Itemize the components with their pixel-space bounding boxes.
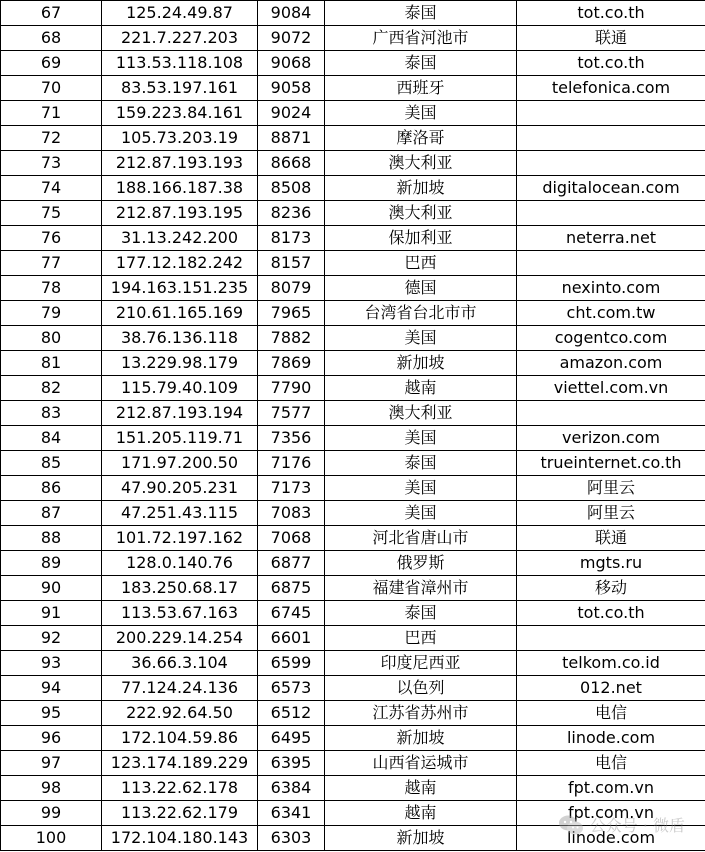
location-cell: 巴西 (325, 626, 517, 651)
rank-cell: 82 (1, 376, 102, 401)
rank-cell: 79 (1, 301, 102, 326)
count-cell: 6495 (258, 726, 325, 751)
location-cell: 越南 (325, 776, 517, 801)
table-row (1, 201, 705, 226)
location-cell: 印度尼西亚 (325, 651, 517, 676)
location-cell: 河北省唐山市 (325, 526, 517, 551)
ip-address-cell: 101.72.197.162 (102, 526, 258, 551)
table-row (1, 76, 705, 101)
count-cell: 7083 (258, 501, 325, 526)
count-cell: 8871 (258, 126, 325, 151)
rank-cell: 80 (1, 326, 102, 351)
count-cell: 9058 (258, 76, 325, 101)
table-row (1, 301, 705, 326)
ip-address-cell: 125.24.49.87 (102, 1, 258, 26)
ip-address-cell: 200.229.14.254 (102, 626, 258, 651)
isp-cell: tot.co.th (517, 51, 705, 76)
count-cell: 6573 (258, 676, 325, 701)
table-row (1, 151, 705, 176)
isp-cell: amazon.com (517, 351, 705, 376)
location-cell: 西班牙 (325, 76, 517, 101)
rank-cell: 97 (1, 751, 102, 776)
ip-address-cell: 38.76.136.118 (102, 326, 258, 351)
table-row (1, 401, 705, 426)
location-cell: 新加坡 (325, 826, 517, 851)
ip-address-cell: 115.79.40.109 (102, 376, 258, 401)
table-row (1, 176, 705, 201)
ip-address-cell: 194.163.151.235 (102, 276, 258, 301)
table-row (1, 101, 705, 126)
location-cell: 澳大利亚 (325, 201, 517, 226)
rank-cell: 68 (1, 26, 102, 51)
ip-address-cell: 221.7.227.203 (102, 26, 258, 51)
location-cell: 以色列 (325, 676, 517, 701)
ip-address-cell: 83.53.197.161 (102, 76, 258, 101)
count-cell: 6875 (258, 576, 325, 601)
count-cell: 6395 (258, 751, 325, 776)
rank-cell: 91 (1, 601, 102, 626)
count-cell: 6384 (258, 776, 325, 801)
rank-cell: 94 (1, 676, 102, 701)
location-cell: 德国 (325, 276, 517, 301)
count-cell: 8668 (258, 151, 325, 176)
isp-cell: nexinto.com (517, 276, 705, 301)
table-row (1, 376, 705, 401)
ip-address-cell: 212.87.193.195 (102, 201, 258, 226)
count-cell: 7176 (258, 451, 325, 476)
count-cell: 7577 (258, 401, 325, 426)
isp-cell (517, 626, 705, 651)
location-cell: 美国 (325, 426, 517, 451)
location-cell: 福建省漳州市 (325, 576, 517, 601)
table-row (1, 351, 705, 376)
table-row (1, 776, 705, 801)
count-cell: 7869 (258, 351, 325, 376)
count-cell: 8173 (258, 226, 325, 251)
isp-cell: cogentco.com (517, 326, 705, 351)
location-cell: 越南 (325, 801, 517, 826)
isp-cell: viettel.com.vn (517, 376, 705, 401)
isp-cell: cht.com.tw (517, 301, 705, 326)
table-row (1, 476, 705, 501)
rank-cell: 95 (1, 701, 102, 726)
isp-cell: tot.co.th (517, 1, 705, 26)
location-cell: 泰国 (325, 1, 517, 26)
location-cell: 新加坡 (325, 176, 517, 201)
table-row (1, 226, 705, 251)
location-cell: 泰国 (325, 51, 517, 76)
ip-address-cell: 222.92.64.50 (102, 701, 258, 726)
rank-cell: 76 (1, 226, 102, 251)
table-row (1, 751, 705, 776)
ip-address-cell: 159.223.84.161 (102, 101, 258, 126)
ip-address-cell: 212.87.193.193 (102, 151, 258, 176)
rank-cell: 85 (1, 451, 102, 476)
ip-address-cell: 105.73.203.19 (102, 126, 258, 151)
isp-cell: telkom.co.id (517, 651, 705, 676)
location-cell: 美国 (325, 501, 517, 526)
table-row (1, 501, 705, 526)
table-row (1, 551, 705, 576)
isp-cell: mgts.ru (517, 551, 705, 576)
isp-cell: 阿里云 (517, 501, 705, 526)
count-cell: 8079 (258, 276, 325, 301)
isp-cell: verizon.com (517, 426, 705, 451)
rank-cell: 70 (1, 76, 102, 101)
watermark-text: 公众号 · 微盾 (589, 816, 685, 835)
location-cell: 澳大利亚 (325, 401, 517, 426)
count-cell: 6745 (258, 601, 325, 626)
location-cell: 台湾省台北市市 (325, 301, 517, 326)
rank-cell: 84 (1, 426, 102, 451)
rank-cell: 98 (1, 776, 102, 801)
location-cell: 摩洛哥 (325, 126, 517, 151)
table-row (1, 676, 705, 701)
ip-address-cell: 177.12.182.242 (102, 251, 258, 276)
rank-cell: 71 (1, 101, 102, 126)
ip-address-cell: 172.104.180.143 (102, 826, 258, 851)
location-cell: 山西省运城市 (325, 751, 517, 776)
location-cell: 广西省河池市 (325, 26, 517, 51)
location-cell: 保加利亚 (325, 226, 517, 251)
count-cell: 9024 (258, 101, 325, 126)
isp-cell (517, 401, 705, 426)
ip-address-cell: 13.229.98.179 (102, 351, 258, 376)
rank-cell: 87 (1, 501, 102, 526)
rank-cell: 92 (1, 626, 102, 651)
location-cell: 泰国 (325, 451, 517, 476)
rank-cell: 96 (1, 726, 102, 751)
isp-cell (517, 151, 705, 176)
table-row (1, 451, 705, 476)
rank-cell: 86 (1, 476, 102, 501)
ip-address-cell: 151.205.119.71 (102, 426, 258, 451)
rank-cell: 69 (1, 51, 102, 76)
count-cell: 7356 (258, 426, 325, 451)
rank-cell: 81 (1, 351, 102, 376)
table-row (1, 426, 705, 451)
table-row (1, 26, 705, 51)
table-row (1, 826, 705, 851)
rank-cell: 93 (1, 651, 102, 676)
count-cell: 6512 (258, 701, 325, 726)
location-cell: 美国 (325, 476, 517, 501)
rank-cell: 74 (1, 176, 102, 201)
count-cell: 6601 (258, 626, 325, 651)
count-cell: 7068 (258, 526, 325, 551)
ip-address-cell: 172.104.59.86 (102, 726, 258, 751)
ip-address-cell: 171.97.200.50 (102, 451, 258, 476)
rank-cell: 73 (1, 151, 102, 176)
isp-cell: linode.com (517, 726, 705, 751)
count-cell: 8508 (258, 176, 325, 201)
ip-address-cell: 123.174.189.229 (102, 751, 258, 776)
count-cell: 6341 (258, 801, 325, 826)
ip-address-cell: 47.90.205.231 (102, 476, 258, 501)
rank-cell: 78 (1, 276, 102, 301)
table-row (1, 601, 705, 626)
table-row (1, 576, 705, 601)
count-cell: 7790 (258, 376, 325, 401)
rank-cell: 89 (1, 551, 102, 576)
isp-cell: neterra.net (517, 226, 705, 251)
isp-cell: 电信 (517, 701, 705, 726)
ip-address-cell: 183.250.68.17 (102, 576, 258, 601)
location-cell: 巴西 (325, 251, 517, 276)
isp-cell (517, 201, 705, 226)
table-row (1, 126, 705, 151)
isp-cell: 012.net (517, 676, 705, 701)
isp-cell: trueinternet.co.th (517, 451, 705, 476)
table-body (1, 1, 705, 851)
rank-cell: 90 (1, 576, 102, 601)
table-row (1, 251, 705, 276)
location-cell: 新加坡 (325, 726, 517, 751)
isp-cell: telefonica.com (517, 76, 705, 101)
count-cell: 7173 (258, 476, 325, 501)
location-cell: 俄罗斯 (325, 551, 517, 576)
table-row (1, 701, 705, 726)
ip-address-cell: 113.53.67.163 (102, 601, 258, 626)
isp-cell (517, 126, 705, 151)
isp-cell: digitalocean.com (517, 176, 705, 201)
ip-address-cell: 188.166.187.38 (102, 176, 258, 201)
isp-cell: 联通 (517, 26, 705, 51)
ip-address-cell: 128.0.140.76 (102, 551, 258, 576)
location-cell: 泰国 (325, 601, 517, 626)
table-row (1, 526, 705, 551)
count-cell: 9068 (258, 51, 325, 76)
location-cell: 澳大利亚 (325, 151, 517, 176)
location-cell: 美国 (325, 101, 517, 126)
count-cell: 7882 (258, 326, 325, 351)
rank-cell: 77 (1, 251, 102, 276)
rank-cell: 100 (1, 826, 102, 851)
isp-cell: fpt.com.vn (517, 776, 705, 801)
ip-address-cell: 113.22.62.179 (102, 801, 258, 826)
ip-address-cell: 31.13.242.200 (102, 226, 258, 251)
rank-cell: 67 (1, 1, 102, 26)
isp-cell (517, 101, 705, 126)
isp-cell: fpt.com.vn (517, 801, 705, 826)
location-cell: 江苏省苏州市 (325, 701, 517, 726)
isp-cell: 移动 (517, 576, 705, 601)
isp-cell: 电信 (517, 751, 705, 776)
isp-cell: tot.co.th (517, 601, 705, 626)
count-cell: 6877 (258, 551, 325, 576)
isp-cell: linode.com (517, 826, 705, 851)
table-row (1, 1, 705, 26)
ip-address-cell: 47.251.43.115 (102, 501, 258, 526)
table-row (1, 726, 705, 751)
count-cell: 8157 (258, 251, 325, 276)
isp-cell: 联通 (517, 526, 705, 551)
ip-address-cell: 212.87.193.194 (102, 401, 258, 426)
isp-cell (517, 251, 705, 276)
location-cell: 越南 (325, 376, 517, 401)
count-cell: 7965 (258, 301, 325, 326)
count-cell: 9072 (258, 26, 325, 51)
ip-address-cell: 113.53.118.108 (102, 51, 258, 76)
ip-address-cell: 36.66.3.104 (102, 651, 258, 676)
ip-address-cell: 113.22.62.178 (102, 776, 258, 801)
table-row (1, 626, 705, 651)
table-row (1, 51, 705, 76)
count-cell: 6599 (258, 651, 325, 676)
rank-cell: 88 (1, 526, 102, 551)
rank-cell: 72 (1, 126, 102, 151)
table-row (1, 651, 705, 676)
location-cell: 美国 (325, 326, 517, 351)
location-cell: 新加坡 (325, 351, 517, 376)
ip-address-cell: 77.124.24.136 (102, 676, 258, 701)
ip-address-cell: 210.61.165.169 (102, 301, 258, 326)
table-row (1, 801, 705, 826)
table-row (1, 276, 705, 301)
isp-cell: 阿里云 (517, 476, 705, 501)
count-cell: 6303 (258, 826, 325, 851)
count-cell: 9084 (258, 1, 325, 26)
count-cell: 8236 (258, 201, 325, 226)
rank-cell: 75 (1, 201, 102, 226)
table-row (1, 326, 705, 351)
rank-cell: 99 (1, 801, 102, 826)
rank-cell: 83 (1, 401, 102, 426)
